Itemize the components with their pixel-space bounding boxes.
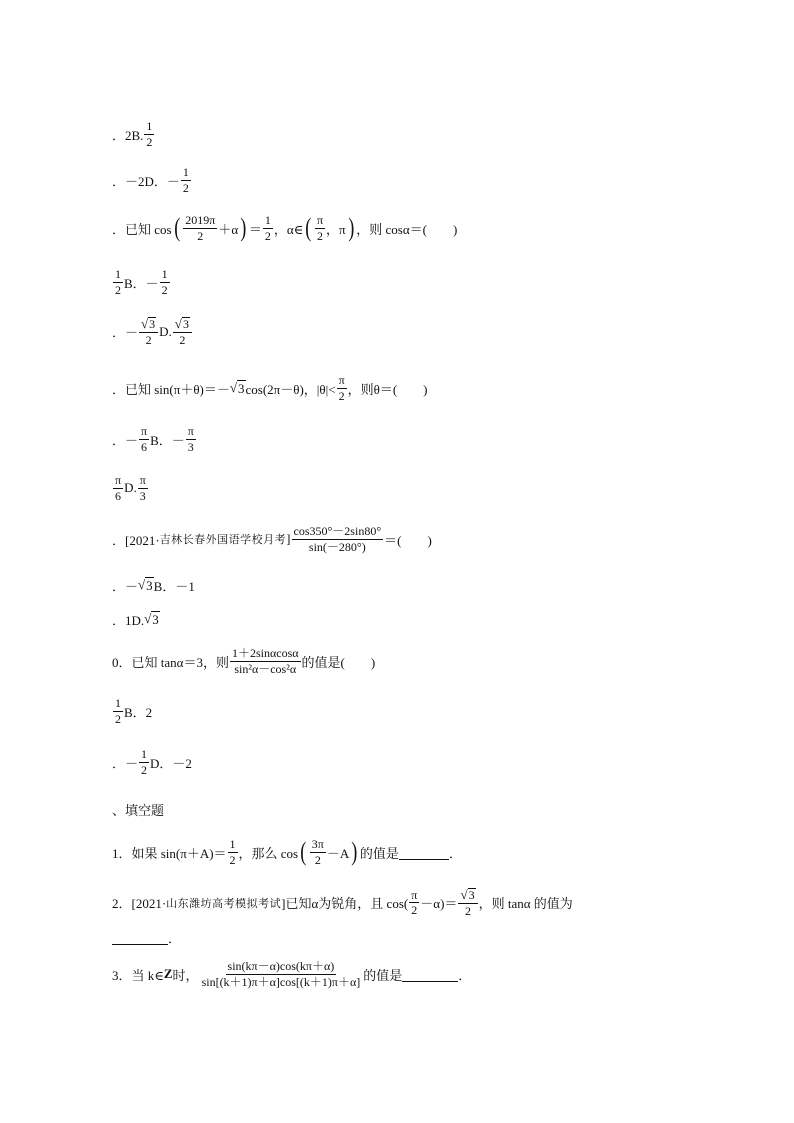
fraction — [315, 214, 325, 242]
answer-blank[interactable] — [402, 967, 458, 982]
fraction — [230, 647, 301, 675]
option-text: B．－ — [150, 432, 185, 448]
period: ． — [458, 967, 472, 983]
question-text: 的值是 — [363, 967, 403, 983]
numerator — [139, 317, 158, 333]
option-line — [112, 576, 195, 595]
radicand: 3 — [182, 317, 189, 331]
fraction — [458, 888, 477, 917]
denominator: 2 — [465, 903, 471, 918]
option-line — [112, 268, 171, 296]
question-text: ，则 tanα 的值为 — [478, 896, 573, 912]
question-line — [112, 960, 471, 988]
question-line — [112, 525, 432, 553]
left-paren: ( — [305, 213, 312, 243]
fraction — [181, 166, 191, 194]
question-text: 的值是 — [359, 845, 399, 861]
option-text: D. — [124, 480, 137, 496]
fraction — [186, 425, 196, 453]
question-text: ，则θ＝( ) — [347, 381, 428, 397]
option-text: ．－2D．－ — [112, 173, 180, 189]
question-text: ＝ — [248, 221, 262, 237]
numerator: π — [115, 473, 122, 487]
option-text: B．－1 — [153, 579, 195, 594]
period: ． — [448, 845, 462, 861]
numerator — [173, 317, 192, 333]
denominator: sin(－280°) — [308, 539, 366, 554]
option-line — [112, 166, 192, 194]
option-text: ．－ — [112, 432, 139, 448]
numerator: cos350°－2sin80° — [293, 524, 382, 538]
set-z: Z — [163, 966, 173, 982]
option-line — [112, 610, 160, 629]
denominator: 6 — [141, 439, 148, 454]
fraction — [160, 268, 170, 296]
denominator: 2 — [141, 762, 148, 777]
denominator: sin[(k＋1)π＋α]cos[(k＋1)π＋α] — [201, 974, 361, 989]
sqrt: √ 3 — [138, 577, 153, 593]
question-text: ，α∈ — [273, 221, 304, 237]
question-text: ，那么 cos — [238, 845, 299, 861]
numerator: sin(kπ－α)cos(kπ＋α) — [227, 959, 335, 973]
fraction — [113, 697, 123, 725]
numerator: 1＋2sinαcosα — [231, 646, 299, 660]
denominator: 2 — [314, 852, 321, 867]
numerator: π — [338, 373, 345, 387]
section-title-text: 、填空题 — [112, 803, 165, 818]
denominator: 2 — [115, 282, 121, 297]
numerator: π — [316, 213, 323, 227]
fraction — [200, 960, 363, 988]
question-text: 1．如果 sin(π＋A)＝ — [112, 845, 227, 861]
denominator: 2 — [264, 228, 271, 243]
numerator: π — [139, 473, 146, 487]
option-line — [112, 697, 152, 725]
option-line — [112, 474, 149, 502]
denominator: 2 — [161, 282, 168, 297]
left-paren: ( — [173, 213, 180, 243]
fraction — [337, 374, 347, 402]
question-text: ．已知 cos — [112, 221, 172, 237]
question-source: 吉林长春外国语学校月考 — [159, 534, 287, 547]
question-line — [112, 214, 457, 242]
question-line — [112, 374, 428, 402]
option-text: ．1D. — [112, 613, 145, 628]
denominator: 2 — [179, 332, 186, 347]
denominator: 3 — [139, 488, 146, 503]
right-paren: ) — [351, 837, 358, 867]
fraction — [310, 838, 326, 866]
numerator: 1 — [146, 119, 153, 133]
numerator: 1 — [264, 213, 271, 227]
question-text: ＋α — [218, 221, 239, 237]
question-text: ，则 cosα＝( ) — [356, 221, 458, 237]
radicand: 3 — [152, 612, 159, 627]
question-text: 时， — [172, 967, 199, 983]
denominator: 6 — [115, 488, 122, 503]
radicand: 3 — [238, 380, 245, 396]
right-paren: ) — [347, 213, 354, 243]
denominator: 2 — [197, 228, 204, 243]
question-text: 2．[2021· — [112, 896, 167, 912]
question-text: ] — [286, 531, 291, 547]
fraction — [173, 317, 192, 346]
numerator: π — [187, 424, 194, 438]
option-text: B．－ — [124, 275, 159, 291]
question-text: ．已知 sin(π＋θ)＝－ — [112, 381, 230, 397]
question-line — [112, 647, 375, 675]
denominator: 3 — [187, 439, 194, 454]
answer-blank[interactable] — [399, 845, 449, 860]
option-line — [112, 317, 193, 346]
option-text: ．－ — [112, 579, 139, 594]
denominator: 2 — [411, 903, 418, 918]
fraction — [139, 425, 149, 453]
question-source: 山东潍坊高考模拟考试 — [166, 897, 282, 910]
question-text: 0．已知 tanα＝3，则 — [112, 654, 229, 670]
option-line — [112, 425, 197, 453]
question-text: －A — [326, 845, 350, 861]
numerator: π — [411, 887, 418, 902]
option-text: D．－2 — [150, 755, 192, 771]
fraction — [113, 268, 123, 296]
question-text: ＝( ) — [384, 532, 432, 548]
fraction — [409, 889, 419, 917]
numerator: 1 — [229, 837, 236, 851]
denominator: 2 — [229, 852, 236, 867]
numerator: π — [141, 424, 148, 438]
denominator: 2 — [146, 134, 153, 149]
fraction — [138, 474, 148, 502]
denominator: sin²α－cos²α — [234, 661, 297, 676]
option-text: B．2 — [124, 704, 153, 720]
denominator: 2 — [338, 388, 345, 403]
right-paren: ) — [240, 213, 247, 243]
question-text: ．[2021· — [112, 532, 160, 548]
answer-blank[interactable] — [112, 930, 168, 945]
period: ． — [168, 931, 182, 946]
denominator: 2 — [182, 180, 189, 195]
sqrt: √ 3 — [174, 316, 189, 331]
answer-line — [112, 928, 181, 947]
numerator: 1 — [115, 267, 121, 281]
numerator — [458, 888, 477, 904]
fraction — [139, 748, 149, 776]
left-paren: ( — [300, 837, 307, 867]
numerator: 1 — [141, 747, 148, 761]
fraction — [263, 214, 273, 242]
denominator: 2 — [316, 228, 323, 243]
sqrt: √ 3 — [141, 316, 156, 331]
question-text: ，π — [326, 221, 346, 237]
question-text: cos(2π－θ)，|θ|< — [245, 381, 336, 397]
sqrt: √ 3 — [144, 611, 159, 627]
numerator: 1 — [115, 696, 121, 710]
option-text: ．－ — [112, 325, 139, 341]
fraction — [113, 474, 123, 502]
denominator: 2 — [115, 711, 121, 726]
fraction — [228, 838, 238, 866]
question-text: ]已知α为锐角，且 cos( — [281, 896, 409, 912]
section-title — [112, 800, 164, 819]
question-text: 3．当 k∈ — [112, 967, 164, 983]
option-text: ．－ — [112, 755, 139, 771]
sqrt: √ 3 — [460, 887, 475, 902]
question-text: 的值是( ) — [301, 654, 376, 670]
radicand: 3 — [149, 317, 156, 331]
fraction — [144, 120, 154, 148]
numerator: 3π — [311, 837, 324, 851]
option-text: D. — [159, 323, 172, 339]
question-text: －α)＝ — [420, 896, 458, 912]
fraction — [183, 214, 217, 242]
numerator: 2019π — [185, 213, 216, 227]
denominator: 2 — [145, 332, 152, 347]
option-line — [112, 748, 192, 776]
sqrt: √ 3 — [229, 379, 245, 396]
option-line — [112, 120, 155, 148]
numerator: 1 — [161, 267, 168, 281]
option-text: ．2B. — [112, 127, 144, 143]
radicand: 3 — [146, 578, 153, 593]
question-line — [112, 838, 462, 866]
fraction — [139, 317, 158, 346]
radicand: 3 — [468, 888, 475, 902]
question-line — [112, 888, 573, 917]
numerator: 1 — [182, 165, 189, 179]
fraction — [292, 525, 384, 553]
